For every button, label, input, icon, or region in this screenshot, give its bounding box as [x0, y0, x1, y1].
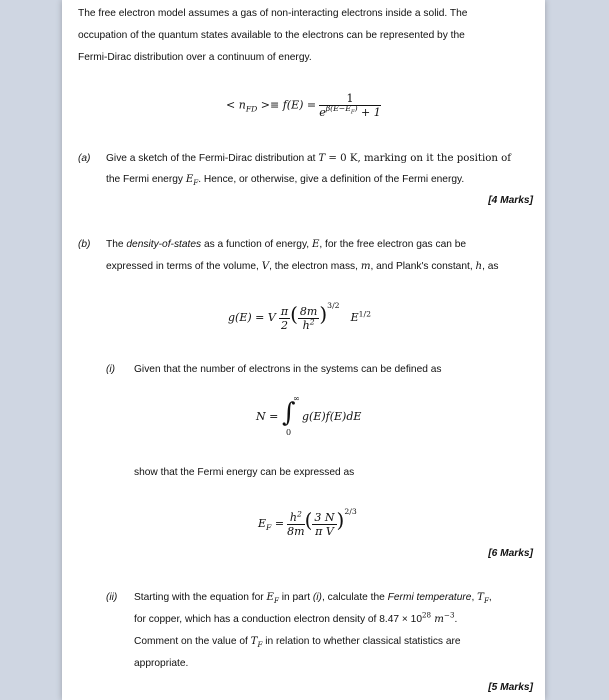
integrand: g(E)f(E)dE — [302, 410, 362, 423]
part-a-EF-sub: F — [193, 178, 199, 188]
fd-lhs-sub: FD — [245, 104, 258, 114]
part-b-ii-E-sub: F — [273, 596, 279, 606]
fd-den-rest: + 1 — [357, 106, 381, 119]
EF-left-paren: ( — [304, 508, 313, 532]
fd-numerator: 1 — [319, 92, 381, 106]
part-b-ii-unit: m — [431, 614, 444, 625]
g-den: h — [302, 318, 310, 332]
EF-num: h — [289, 510, 297, 524]
density-of-states-equation — [228, 302, 371, 332]
part-b-ii-exp: 28 — [421, 610, 432, 620]
part-b-ii-line-1-pre: Starting with the equation for — [134, 592, 267, 603]
g-E: E — [350, 311, 359, 324]
EF-power: 2/3 — [344, 507, 357, 517]
g-E-exp: 1/2 — [358, 309, 372, 319]
part-b-ii-line-4: appropriate. — [134, 658, 189, 669]
EF-eq: = — [271, 517, 285, 530]
part-b-i-label: (i) — [106, 364, 116, 375]
EF-right-paren: ) — [336, 508, 345, 532]
part-b-h: h — [475, 261, 483, 272]
part-b-ii-line-3-post: in relation to whether classical statistics are — [262, 636, 461, 647]
part-b-ii-marks: [5 Marks] — [488, 682, 533, 693]
part-b-ii-comma: , — [471, 592, 478, 603]
integral-lower: 0 — [286, 428, 292, 437]
part-b-line-1-pre: The — [106, 239, 127, 250]
part-a-label: (a) — [78, 153, 91, 164]
part-a-line-1 — [106, 152, 511, 165]
part-b-ii-label: (ii) — [106, 592, 118, 603]
part-a-line-2-pre: the Fermi energy — [106, 174, 186, 185]
part-a-marks: [4 Marks] — [488, 195, 533, 206]
N-lhs: N = — [256, 410, 279, 423]
fd-den-exp-close: ) — [354, 104, 358, 114]
g-num: 8m — [299, 304, 318, 318]
part-b-ii-fermi-temperature: Fermi temperature — [387, 592, 472, 603]
fd-den-exp-sub: F — [350, 109, 355, 116]
part-b-i-show-text: show that the Fermi energy can be expressed as — [134, 467, 355, 478]
part-b-line-2-post: , as — [482, 261, 499, 272]
fd-den-base: e — [319, 106, 326, 119]
part-b-ii-ref: (i) — [312, 592, 322, 603]
part-b-ii-line-2-pre: for copper, which has a conduction electron density of 8.47 × 10 — [134, 614, 422, 625]
EF-num-exp: 2 — [296, 508, 302, 518]
part-b-ii-T2: T — [250, 636, 258, 647]
fermi-energy-equation — [258, 508, 357, 538]
part-b-ii-line-3-pre: Comment on the value of — [134, 636, 251, 647]
g-left-paren: ( — [290, 302, 298, 326]
EF-inner-num: 3 N — [314, 510, 335, 524]
integral-sign: ∫ — [282, 398, 296, 428]
part-b-i-marks: [6 Marks] — [488, 548, 533, 559]
EF-den: 8m — [287, 524, 305, 538]
fd-den-exp: β(E−E — [325, 104, 351, 114]
intro-line-1: The free electron model assumes a gas of non-interacting electrons inside a solid. The — [78, 8, 468, 19]
part-b-ii-line-1 — [134, 591, 492, 604]
part-b-density-of-states: density-of-states — [126, 239, 202, 250]
g-power: 3/2 — [327, 301, 340, 311]
part-b-V: V — [261, 261, 270, 272]
part-b-ii-line-1-mid: in part — [278, 592, 313, 603]
part-b-i-line-1: Given that the number of electrons in the systems can be defined as — [134, 364, 442, 375]
part-b-ii-E: E — [266, 592, 274, 603]
g-inner-fraction — [298, 305, 319, 332]
g-pi-over-2 — [279, 305, 290, 332]
EF-inner-den: π V — [315, 524, 334, 538]
g-den-exp: 2 — [309, 316, 315, 326]
part-b-line-1-post: , for the free electron gas can be — [319, 239, 467, 250]
part-b-label: (b) — [78, 239, 91, 250]
part-b-line-1-mid: as a function of energy, — [201, 239, 312, 250]
part-b-line-2-pre: expressed in terms of the volume, — [106, 261, 262, 272]
part-b-line-1 — [106, 238, 466, 251]
fd-mid: >≡ f(E) = — [257, 98, 317, 112]
part-b-line-2-mid1: , the electron mass, — [269, 261, 361, 272]
g-lhs: g(E) = V — [228, 311, 276, 324]
part-b-ii-line-3 — [134, 635, 461, 648]
fd-lhs: < n — [226, 98, 246, 112]
part-b-ii-unit-exp: −3 — [443, 610, 455, 620]
part-a-T: T — [318, 153, 326, 164]
g-two: 2 — [280, 318, 288, 332]
intro-line-2: occupation of the quantum states available to the electrons can be represented by the — [78, 30, 465, 41]
part-a-line-2-post: . Hence, or otherwise, give a definition of the Fermi energy. — [198, 174, 465, 185]
EF-inner-fraction — [312, 511, 336, 538]
EF-fraction — [287, 508, 305, 538]
g-right-paren: ) — [319, 302, 328, 326]
part-b-ii-line-1-end: , — [488, 592, 492, 603]
fd-fraction — [319, 92, 381, 119]
part-b-line-2 — [106, 260, 498, 273]
part-b-E: E — [311, 239, 320, 250]
part-b-m: m — [360, 261, 371, 272]
part-b-ii-line-1-mid2: , calculate the — [321, 592, 388, 603]
part-a-line-2 — [106, 173, 464, 186]
part-b-ii-T: T — [477, 592, 484, 603]
EF-lhs-sub: F — [266, 523, 272, 533]
part-b-ii-line-2-end: . — [454, 614, 458, 625]
fermi-dirac-equation — [226, 92, 381, 119]
document-page — [62, 0, 545, 700]
fd-denominator — [319, 106, 381, 119]
intro-line-3: Fermi-Dirac distribution over a continuum of energy. — [78, 52, 312, 63]
part-b-line-2-mid2: , and Plank's constant, — [370, 261, 476, 272]
part-b-ii-line-2 — [134, 610, 458, 626]
part-b-ii-T2-sub: F — [257, 640, 263, 650]
part-a-line-1-pre: Give a sketch of the Fermi-Dirac distribution at — [106, 153, 319, 164]
part-b-ii-T-sub: F — [483, 596, 489, 606]
EF-lhs: E — [258, 517, 267, 530]
part-a-line-1-mid: = 0 K, marking on it the position of — [325, 153, 512, 164]
g-pi: π — [280, 304, 289, 318]
integral-upper: ∞ — [293, 394, 300, 403]
part-a-EF: E — [185, 174, 194, 185]
